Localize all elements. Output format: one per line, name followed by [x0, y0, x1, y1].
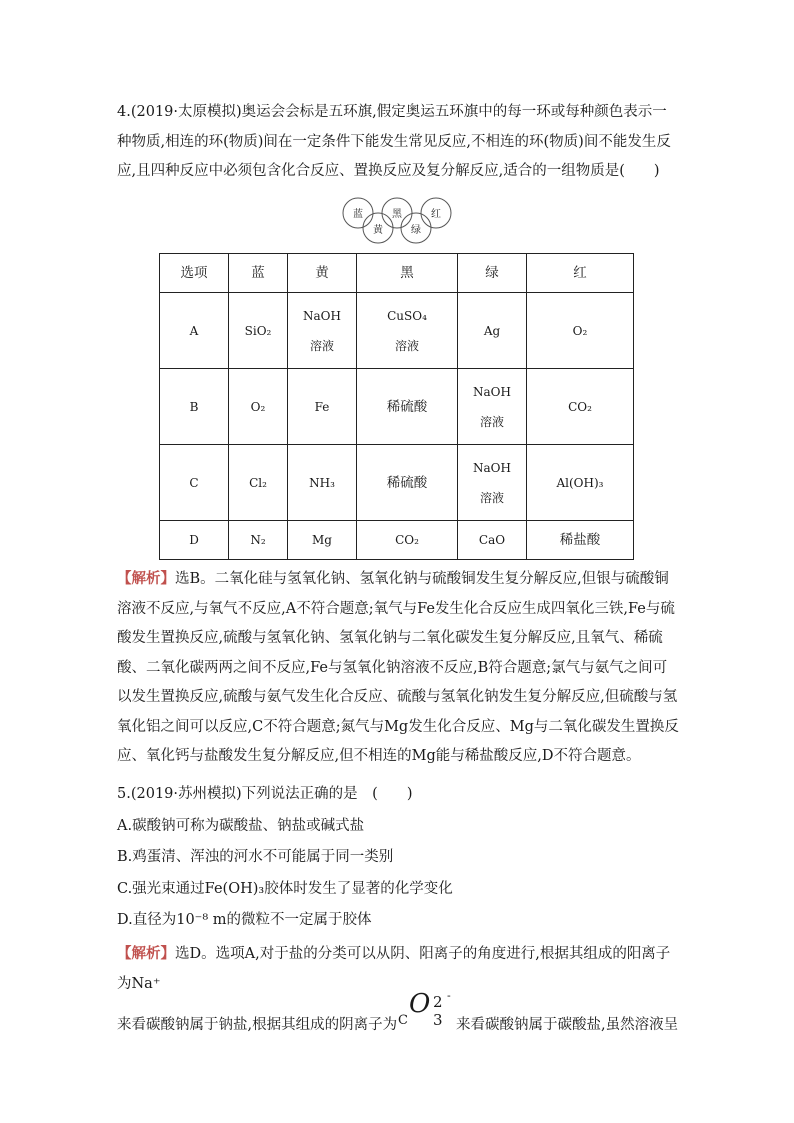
solution-5-line1: 选D。选项A,对于盐的分类可以从阴、阳离子的角度进行,根据其组成的阳离子为Na⁺	[117, 946, 671, 992]
options-table	[159, 253, 634, 560]
table-cell: 稀盐酸	[527, 521, 634, 560]
table-cell: D	[160, 521, 229, 560]
table-cell: O₂	[527, 293, 634, 369]
table-cell: N₂	[229, 521, 288, 560]
table-cell: Al(OH)₃	[527, 445, 634, 521]
option-d: D.直径为10⁻⁸ m的微粒不一定属于胶体	[117, 912, 372, 928]
table-cell: SiO₂	[229, 293, 288, 369]
carbonate-minus: -	[447, 989, 451, 1002]
table-cell: 稀硫酸	[357, 369, 458, 445]
table-row	[160, 445, 634, 521]
table-cell: CaO	[458, 521, 527, 560]
table-cell: Ag	[458, 293, 527, 369]
table-cell: CO₂	[527, 369, 634, 445]
ring-label-red: 红	[431, 209, 441, 220]
table-row	[160, 369, 634, 445]
table-row	[160, 521, 634, 560]
table-cell: 稀硫酸	[357, 445, 458, 521]
ring-label-yellow: 黄	[373, 225, 383, 236]
table-cell: NaOH 溶液	[458, 445, 527, 521]
table-cell: B	[160, 369, 229, 445]
header-cell: 黑	[357, 254, 458, 293]
carbonate-c: C	[398, 1013, 408, 1028]
ring-label-black: 黑	[392, 209, 402, 220]
carbonate-subscript: 3	[433, 1011, 443, 1029]
ring-label-green: 绿	[411, 225, 421, 236]
question-4-text: 4.(2019·太原模拟)奥运会会标是五环旗,假定奥运五环旗中的每一环或每种颜色表示一种物质,相连的环(物质)间在一定条件下能发生常见反应,不相连的环(物质)间不能发生反应,且四种反应中必须包含化合反应、置换反应及复分解反应,适合的一组物质是( )	[117, 104, 671, 179]
table-cell: NaOH 溶液	[288, 293, 357, 369]
table-cell: CuSO₄ 溶液	[357, 293, 458, 369]
option-c: C.强光束通过Fe(OH)₃胶体时发生了显著的化学变化	[117, 880, 453, 897]
table-header-row	[160, 254, 634, 293]
table-cell: CO₂	[357, 521, 458, 560]
table-cell: O₂	[229, 369, 288, 445]
table-cell: A	[160, 293, 229, 369]
solution-tag: 【解析】	[117, 570, 175, 587]
question-5	[117, 780, 681, 936]
carbonate-o: O	[409, 989, 431, 1019]
header-cell: 绿	[458, 254, 527, 293]
solution-4-text: 选B。二氧化硅与氢氧化钠、氢氧化钠与硫酸铜发生复分解反应,但银与硫酸铜溶液不反应,与氧气不反应,A不符合题意;氧气与Fe发生化合反应生成四氧化三铁,Fe与硫酸发生置换反应,硫酸与氢氧化钠、氢氧化钠与二氧化碳发生复分解反应,且氧气、稀硫酸、二氧化碳两两之间不反应,Fe与氢氧化钠溶液不反应,B符合题意;氯气与氨气之间可以发生置换反应,硫酸与氨气发生化合反应、硫酸与氢氧化钠发生复分解反应,但硫酸与氢氧化铝之间可以反应,C不符合题意;氮气与Mg发生化合反应、Mg与二氧化碳发生置换反应、氧化钙与盐酸发生复分解反应,但不相连的Mg能与稀盐酸反应,D不符合题意。	[117, 571, 679, 764]
table-cell: Cl₂	[229, 445, 288, 521]
table-cell: Fe	[288, 369, 357, 445]
table-row	[160, 293, 634, 369]
table-cell: NH₃	[288, 445, 357, 521]
header-cell: 选项	[160, 254, 229, 293]
table-cell: NaOH 溶液	[458, 369, 527, 445]
olympic-rings-diagram	[339, 196, 459, 246]
solution-4	[117, 564, 681, 772]
ring-label-blue: 蓝	[353, 209, 363, 220]
header-cell: 蓝	[229, 254, 288, 293]
header-cell: 黄	[288, 254, 357, 293]
carbonate-charge: 2	[433, 993, 443, 1011]
solution-5	[117, 939, 681, 999]
table-cell: Mg	[288, 521, 357, 560]
option-b: B.鸡蛋清、浑浊的河水不可能属于同一类别	[117, 849, 394, 865]
header-cell: 红	[527, 254, 634, 293]
solution-5-line2a: 来看碳酸钠属于钠盐,根据其组成的阴离子为	[117, 1017, 398, 1033]
solution-5-line2b: 来看碳酸钠属于碳酸盐,虽然溶液呈	[456, 1017, 679, 1033]
solution-tag: 【解析】	[117, 945, 175, 962]
question-5-stem: 5.(2019·苏州模拟)下列说法正确的是 ( )	[117, 786, 413, 802]
table-cell: C	[160, 445, 229, 521]
option-a: A.碳酸钠可称为碳酸盐、钠盐或碱式盐	[117, 817, 365, 834]
